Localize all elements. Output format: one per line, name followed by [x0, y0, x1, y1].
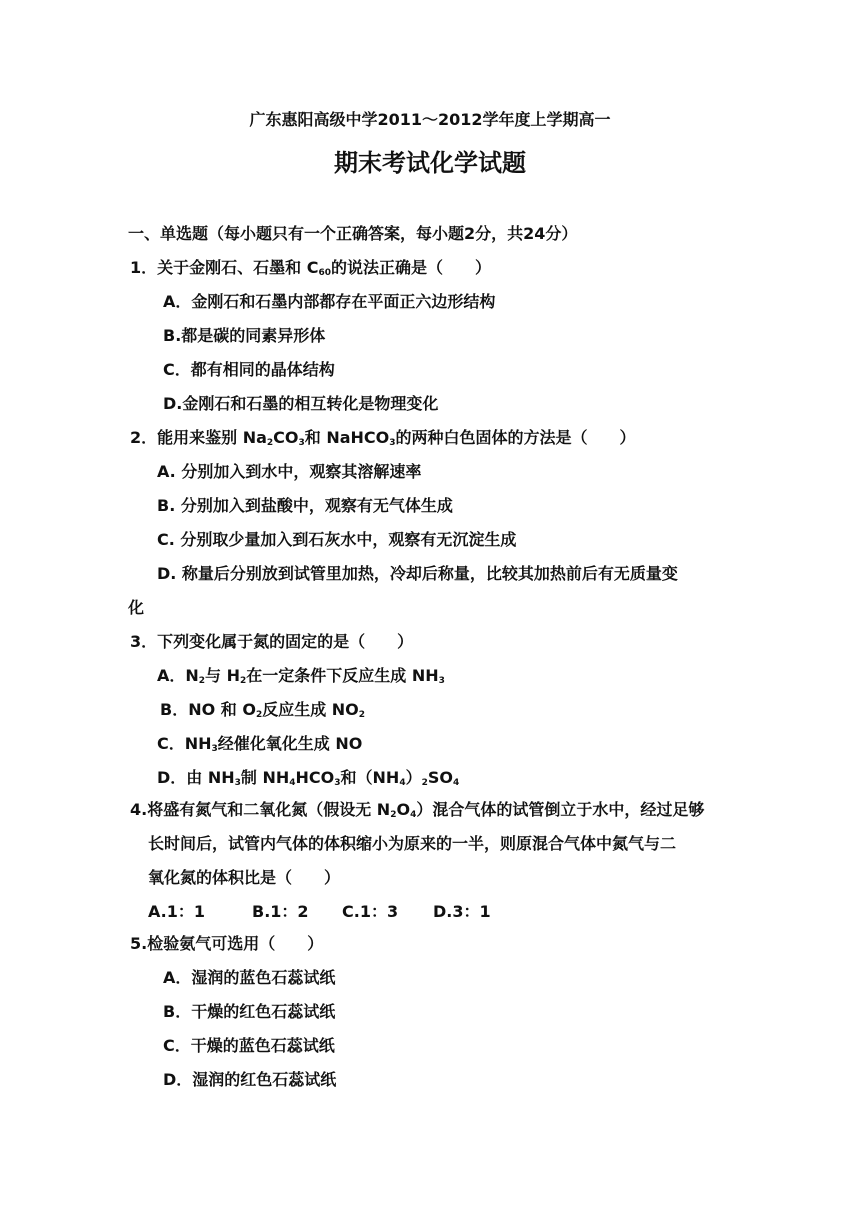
q2-option-d-wrap: 化: [128, 598, 145, 617]
question-3-stem: 3．下列变化属于氮的固定的是（ ）: [130, 632, 414, 651]
q2-option-a: A. 分别加入到水中，观察其溶解速率: [157, 462, 422, 481]
q3-option-c: C．$NH_3$经催化氧化生成 NO: [157, 734, 363, 754]
q1-option-b: B.都是碳的同素异形体: [163, 326, 326, 345]
q3-option-b: B．NO 和 $O_2$反应生成 $NO_2$: [160, 700, 366, 720]
q5-option-d: D．湿润的红色石蕊试纸: [163, 1070, 337, 1089]
q5-option-a: A．湿润的蓝色石蕊试纸: [163, 968, 336, 987]
q2-option-b: B. 分别加入到盐酸中，观察有无气体生成: [157, 496, 453, 515]
exam-title: 期末考试化学试题: [334, 149, 526, 177]
question-5-stem: 5.检验氨气可选用（ ）: [130, 934, 324, 953]
section-title: 一、单选题（每小题只有一个正确答案，每小题2分，共24分）: [128, 224, 578, 243]
question-4-line-1: 4.将盛有氮气和二氧化氮（假设无 $N_2O_4$）混合气体的试管倒立于水中，经过足够: [130, 800, 705, 820]
question-1-stem: 1．关于金刚石、石墨和 $C_{60}$的说法正确是（ ）: [130, 258, 491, 278]
q5-option-b: B．干燥的红色石蕊试纸: [163, 1002, 336, 1021]
q4-option-a: A.1：1: [148, 902, 206, 921]
q1-option-c: C．都有相同的晶体结构: [163, 360, 335, 379]
q2-option-c: C. 分别取少量加入到石灰水中，观察有无沉淀生成: [157, 530, 517, 549]
q4-option-b: B.1：2: [252, 902, 309, 921]
q4-option-d: D.3：1: [433, 902, 491, 921]
q4-option-c: C.1：3: [342, 902, 399, 921]
q3-option-a: A．$N_2$与 $H_2$在一定条件下反应生成 $NH_3$: [157, 666, 445, 686]
question-4-line-2: 长时间后，试管内气体的体积缩小为原来的一半，则原混合气体中氮气与二: [148, 834, 677, 853]
school-header: 广东惠阳高级中学2011～2012学年度上学期高一: [249, 110, 611, 129]
q1-option-a: A．金刚石和石墨内部都存在平面正六边形结构: [163, 292, 496, 311]
q3-option-d: D．由 $NH_3$制 $NH_4HCO_3$和$(NH_4)_2SO_4$: [157, 768, 460, 788]
question-4-line-3: 氧化氮的体积比是（ ）: [148, 868, 341, 887]
question-2-stem: 2．能用来鉴别 $Na_2CO_3$和 NaHCO$_3$的两种白色固体的方法是（ ）: [130, 428, 636, 448]
q2-option-d: D. 称量后分别放到试管里加热，冷却后称量，比较其加热前后有无质量变: [157, 564, 678, 583]
q5-option-c: C．干燥的蓝色石蕊试纸: [163, 1036, 335, 1055]
q1-option-d: D.金刚石和石墨的相互转化是物理变化: [163, 394, 439, 413]
